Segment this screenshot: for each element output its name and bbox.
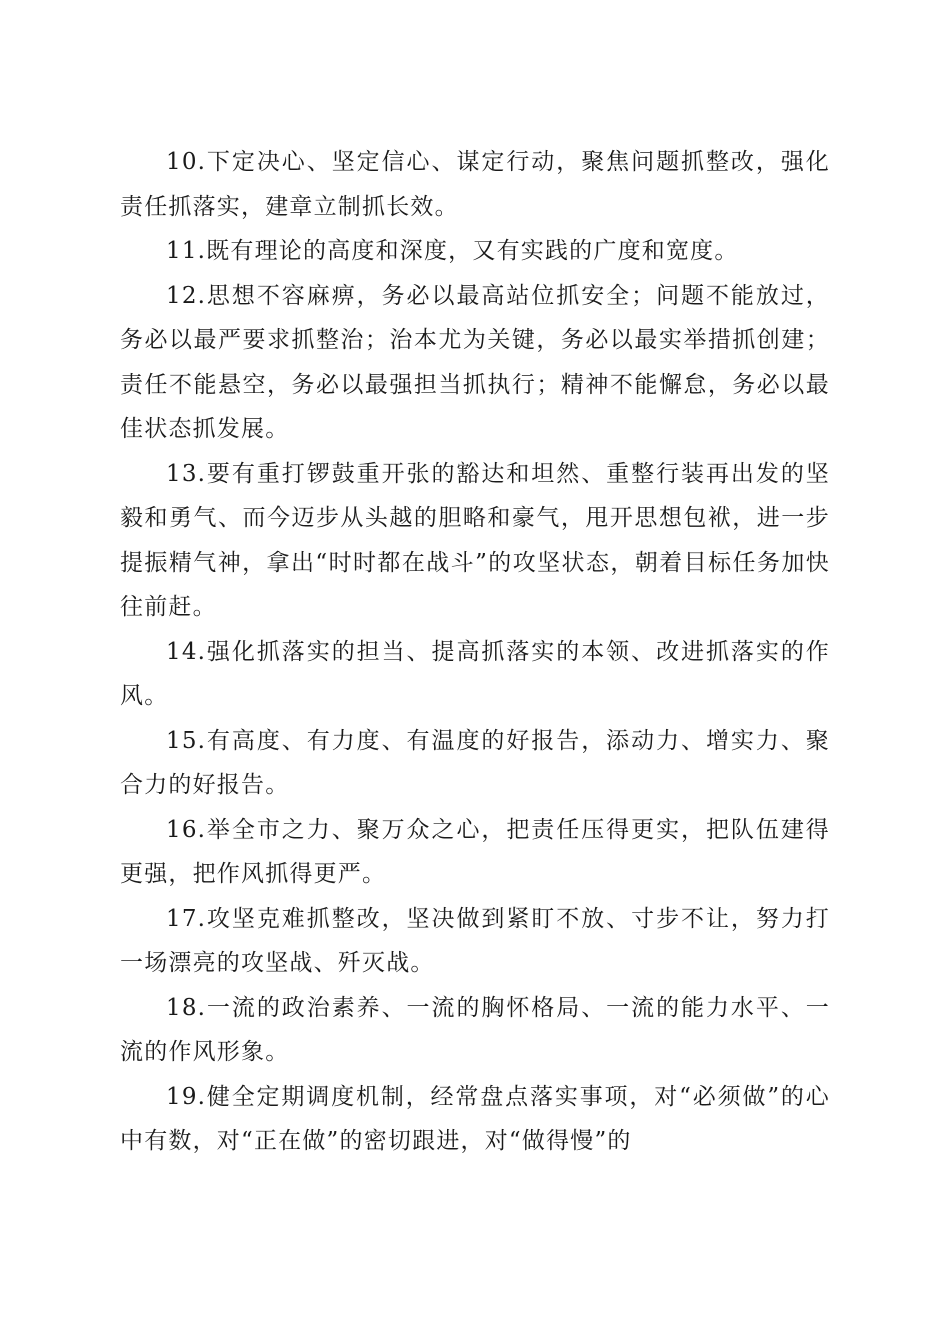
paragraph-13: 13.要有重打锣鼓重开张的豁达和坦然、重整行装再出发的坚毅和勇气、而今迈步从头越的胆略和豪气，甩开思想包袱，进一步提振精气神，拿出“时时都在战斗”的攻坚状态，朝着目标任务加快往前赶。	[120, 460, 830, 620]
paragraph-14: 14.强化抓落实的担当、提高抓落实的本领、改进抓落实的作风。	[120, 638, 830, 709]
document-page	[120, 140, 830, 1164]
paragraph-10: 10.下定决心、坚定信心、谋定行动，聚焦问题抓整改，强化责任抓落实，建章立制抓长效。	[120, 149, 830, 220]
paragraph-11: 11.既有理论的高度和深度，又有实践的广度和宽度。	[166, 238, 739, 264]
paragraph-17: 17.攻坚克难抓整改，坚决做到紧盯不放、寸步不让，努力打一场漂亮的攻坚战、歼灭战。	[120, 905, 830, 976]
paragraph-16: 16.举全市之力、聚万众之心，把责任压得更实，把队伍建得更强，把作风抓得更严。	[120, 816, 830, 887]
paragraph-19: 19.健全定期调度机制，经常盘点落实事项，对“必须做”的心中有数，对“正在做”的密切跟进，对“做得慢”的	[120, 1083, 830, 1154]
paragraph-18: 18.一流的政治素养、一流的胸怀格局、一流的能力水平、一流的作风形象。	[120, 994, 830, 1065]
paragraph-12: 12.思想不容麻痹，务必以最高站位抓安全；问题不能放过，务必以最严要求抓整治；治本尤为关键，务必以最实举措抓创建；责任不能悬空，务必以最强担当抓执行；精神不能懈怠，务必以最佳状态抓发展。	[120, 282, 830, 442]
paragraph-15: 15.有高度、有力度、有温度的好报告，添动力、增实力、聚合力的好报告。	[120, 727, 830, 798]
